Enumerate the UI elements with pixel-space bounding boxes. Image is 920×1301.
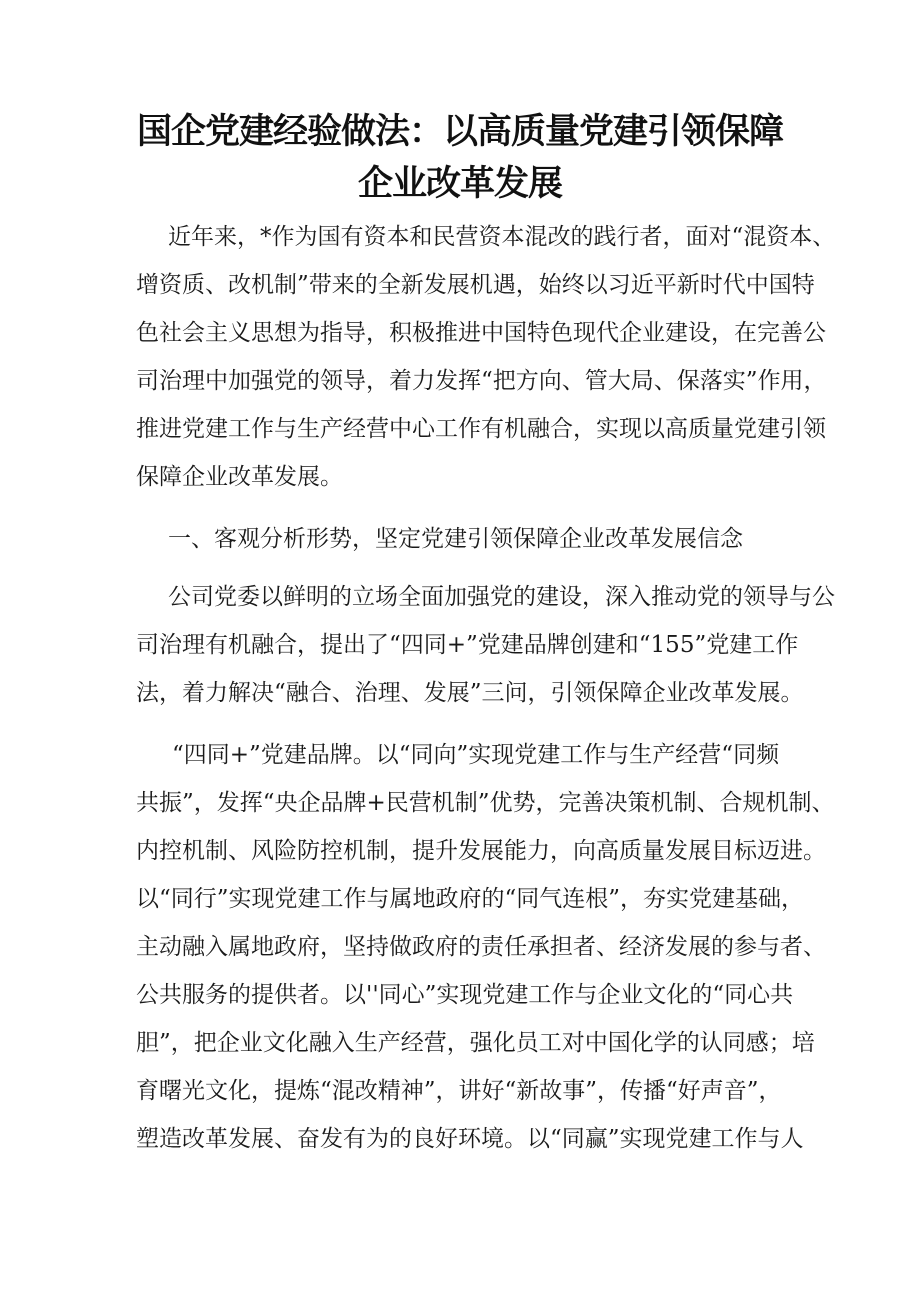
body-line: 公共服务的提供者。以''同心”实现党建工作与企业文化的“同心共 xyxy=(136,982,794,1008)
document-title-line-1: 国企党建经验做法：以高质量党建引领保障 xyxy=(136,112,783,152)
body-line: 近年来，*作为国有资本和民营资本混改的践行者，面对“混资本、 xyxy=(168,224,836,250)
body-line: 法，着力解决“融合、治理、发展”三问，引领保障企业改革发展。 xyxy=(136,680,804,706)
body-line: 育曙光文化，提炼“混改精神”，讲好“新故事”，传播“好声音”， xyxy=(136,1078,782,1104)
body-line: 塑造改革发展、奋发有为的良好环境。以“同赢”实现党建工作与人 xyxy=(136,1126,804,1152)
body-line: 公司党委以鲜明的立场全面加强党的建设，深入推动党的领导与公 xyxy=(168,584,835,610)
body-line: 内控机制、风险防控机制，提升发展能力，向高质量发展目标迈进。 xyxy=(136,838,826,864)
body-line: 色社会主义思想为指导，积极推进中国特色现代企业建设，在完善公 xyxy=(136,320,826,346)
section-heading: 一、客观分析形势，坚定党建引领保障企业改革发展信念 xyxy=(168,526,743,552)
body-line: 司治理有机融合，提出了“四同+”党建品牌创建和“155”党建工作 xyxy=(136,632,799,658)
body-line: 增资质、改机制”带来的全新发展机遇，始终以习近平新时代中国特 xyxy=(136,272,815,298)
body-line: 主动融入属地政府，坚持做政府的责任承担者、经济发展的参与者、 xyxy=(136,934,826,960)
body-line: 推进党建工作与生产经营中心工作有机融合，实现以高质量党建引领 xyxy=(136,416,826,442)
document-title-line-2: 企业改革发展 xyxy=(357,164,562,204)
body-line: 司治理中加强党的领导，着力发挥“把方向、管大局、保落实”作用， xyxy=(136,368,827,394)
body-line: 以“同行”实现党建工作与属地政府的“同气连根”，夯实党建基础， xyxy=(136,886,805,912)
body-line: 保障企业改革发展。 xyxy=(136,464,343,490)
body-line: 胆”，把企业文化融入生产经营，强化员工对中国化学的认同感；培 xyxy=(136,1030,815,1056)
body-line: 共振”，发挥“央企品牌+民营机制”优势，完善决策机制、合规机制、 xyxy=(136,790,835,816)
body-line: “四同+”党建品牌。以“同向”实现党建工作与生产经营“同频 xyxy=(172,742,780,768)
